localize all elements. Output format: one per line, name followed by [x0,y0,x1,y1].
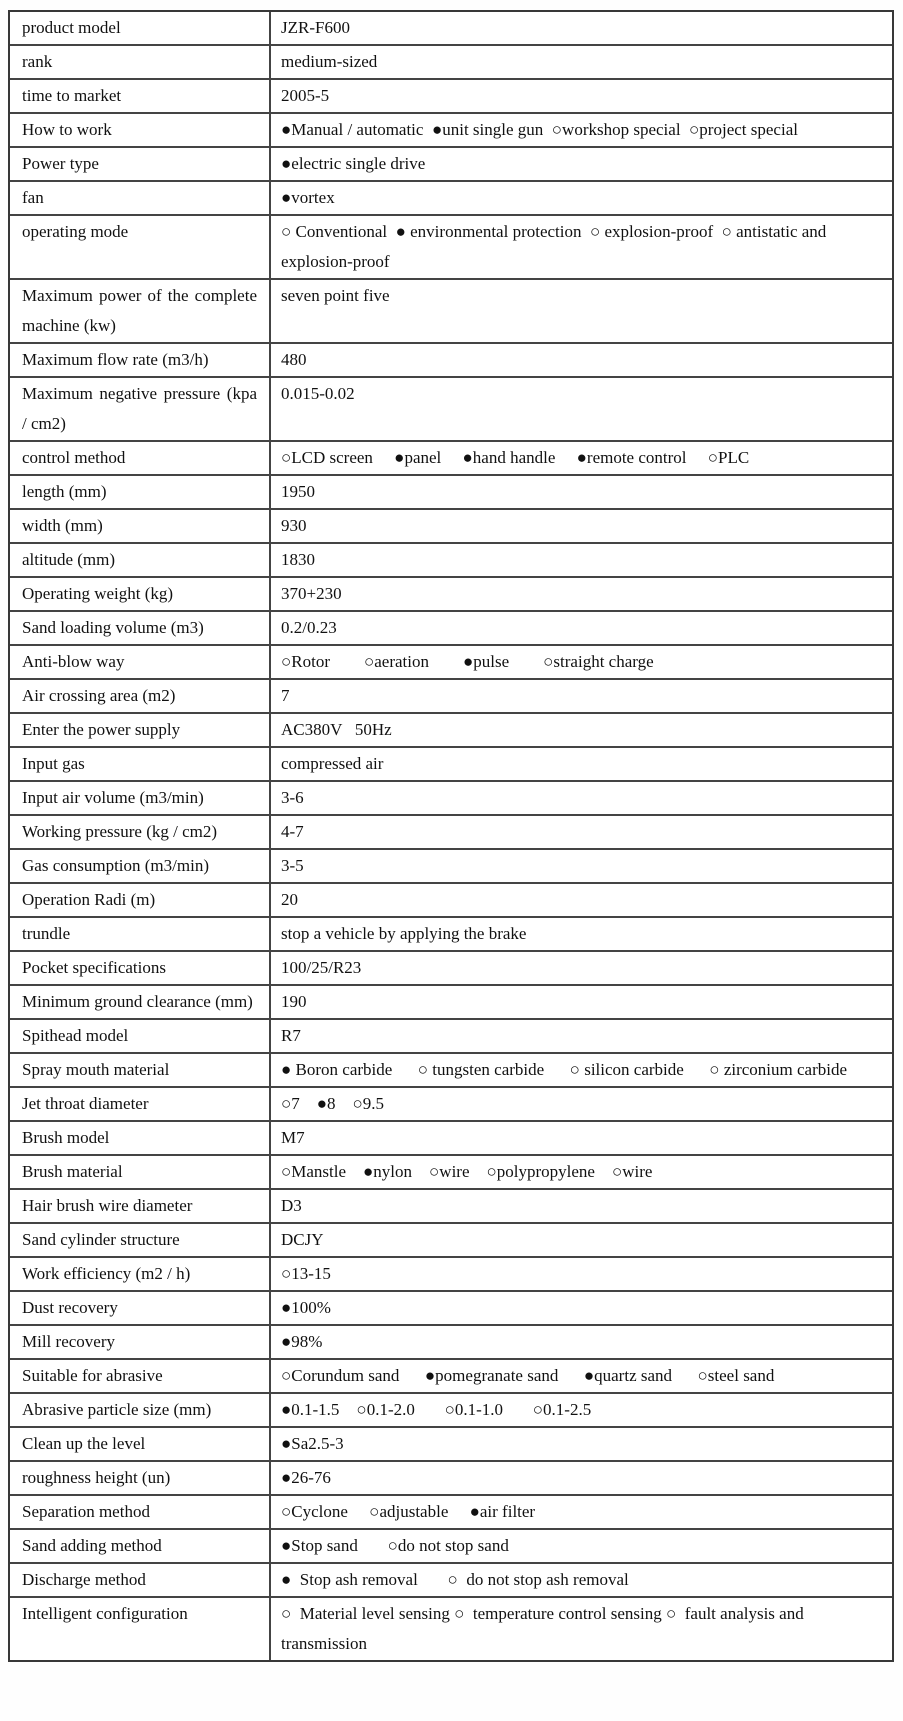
spec-value: D3 [281,1196,302,1215]
spec-label: Jet throat diameter [10,1088,271,1120]
spec-value: R7 [281,1026,301,1045]
spec-label: Sand loading volume (m3) [10,612,271,644]
table-row [10,1054,892,1088]
spec-value: 20 [281,890,298,909]
table-row [10,510,892,544]
spec-label: width (mm) [10,510,271,542]
spec-label: Maximum power of the complete machine (kw) [10,280,271,342]
spec-value: 4-7 [281,822,304,841]
spec-label: Minimum ground clearance (mm) [10,986,271,1018]
table-row [10,680,892,714]
spec-value: ○ Conventional ● environmental protection ○ explosion-proof ○ antistatic and explosion-proof [281,222,831,271]
spec-label: operating mode [10,216,271,278]
spec-value: ○Manstle ●nylon ○wire ○polypropylene ○wire [281,1162,653,1181]
product-spec-table [8,10,894,1662]
spec-label: Mill recovery [10,1326,271,1358]
spec-label: Working pressure (kg / cm2) [10,816,271,848]
spec-value: 1950 [281,482,315,501]
spec-value: ● Stop ash removal ○ do not stop ash removal [281,1570,629,1589]
table-row [10,1258,892,1292]
spec-value: JZR-F600 [281,18,350,37]
spec-value: ○LCD screen ●panel ●hand handle ●remote control ○PLC [281,448,750,467]
table-row [10,612,892,646]
table-row [10,714,892,748]
spec-label: Maximum negative pressure (kpa / cm2) [10,378,271,440]
table-row [10,918,892,952]
spec-label: Input air volume (m3/min) [10,782,271,814]
table-row [10,1224,892,1258]
spec-label: Gas consumption (m3/min) [10,850,271,882]
table-row [10,646,892,680]
spec-label: Anti-blow way [10,646,271,678]
spec-label: Operation Radi (m) [10,884,271,916]
spec-label: Enter the power supply [10,714,271,746]
spec-label: Power type [10,148,271,180]
spec-label: length (mm) [10,476,271,508]
spec-value: 100/25/R23 [281,958,362,977]
spec-label: Operating weight (kg) [10,578,271,610]
table-row [10,1564,892,1598]
spec-label: Air crossing area (m2) [10,680,271,712]
table-row [10,1156,892,1190]
table-row [10,12,892,46]
spec-label: roughness height (un) [10,1462,271,1494]
spec-label: Spithead model [10,1020,271,1052]
spec-label: Clean up the level [10,1428,271,1460]
table-row [10,1360,892,1394]
table-row [10,1530,892,1564]
spec-label: Work efficiency (m2 / h) [10,1258,271,1290]
table-row [10,1428,892,1462]
spec-value: 370+230 [281,584,342,603]
spec-label: Abrasive particle size (mm) [10,1394,271,1426]
table-row [10,1122,892,1156]
spec-value: DCJY [281,1230,324,1249]
spec-label: Spray mouth material [10,1054,271,1086]
spec-value: ● Boron carbide ○ tungsten carbide ○ silicon carbide ○ zirconium carbide [281,1060,848,1079]
spec-label: Suitable for abrasive [10,1360,271,1392]
spec-value: ●26-76 [281,1468,331,1487]
spec-value: ○Cyclone ○adjustable ●air filter [281,1502,536,1521]
table-row [10,1190,892,1224]
table-row [10,748,892,782]
spec-label: fan [10,182,271,214]
spec-label: control method [10,442,271,474]
spec-value: ○Corundum sand ●pomegranate sand ●quartz sand ○steel sand [281,1366,775,1385]
table-row [10,816,892,850]
spec-value: seven point five [281,286,390,305]
spec-value: 0.2/0.23 [281,618,337,637]
spec-label: Pocket specifications [10,952,271,984]
table-row [10,1292,892,1326]
table-row [10,46,892,80]
spec-value: ●98% [281,1332,323,1351]
spec-value: 930 [281,516,307,535]
spec-value: ○7 ●8 ○9.5 [281,1094,385,1113]
spec-value: 0.015-0.02 [281,384,355,403]
table-row [10,952,892,986]
spec-value: 2005-5 [281,86,330,105]
table-row [10,182,892,216]
spec-label: Input gas [10,748,271,780]
spec-label: altitude (mm) [10,544,271,576]
spec-value: ●vortex [281,188,335,207]
table-row [10,280,892,344]
spec-value: stop a vehicle by applying the brake [281,924,527,943]
spec-value: M7 [281,1128,305,1147]
spec-value: ●Manual / automatic ●unit single gun ○workshop special ○project special [281,120,798,139]
spec-value: ●Stop sand ○do not stop sand [281,1536,509,1555]
table-row [10,148,892,182]
table-row [10,578,892,612]
table-row [10,442,892,476]
table-row [10,884,892,918]
table-row [10,378,892,442]
spec-value: 190 [281,992,307,1011]
table-row [10,1326,892,1360]
spec-label: Hair brush wire diameter [10,1190,271,1222]
table-row [10,782,892,816]
spec-label: Brush material [10,1156,271,1188]
spec-label: Maximum flow rate (m3/h) [10,344,271,376]
table-row [10,476,892,510]
spec-value: ○Rotor ○aeration ●pulse ○straight charge [281,652,654,671]
spec-value: ●0.1-1.5 ○0.1-2.0 ○0.1-1.0 ○0.1-2.5 [281,1400,592,1419]
spec-label: Sand adding method [10,1530,271,1562]
spec-value: AC380V 50Hz [281,720,392,739]
spec-value: ○ Material level sensing ○ temperature control sensing ○ fault analysis and transmission [281,1604,808,1653]
spec-label: time to market [10,80,271,112]
spec-label: Sand cylinder structure [10,1224,271,1256]
table-row [10,80,892,114]
spec-value: ●100% [281,1298,331,1317]
spec-label: product model [10,12,271,44]
spec-label: Discharge method [10,1564,271,1596]
spec-value: medium-sized [281,52,378,71]
spec-label: How to work [10,114,271,146]
table-row [10,1088,892,1122]
table-row [10,850,892,884]
spec-label: trundle [10,918,271,950]
table-row [10,544,892,578]
table-row [10,114,892,148]
spec-label: rank [10,46,271,78]
spec-value: 480 [281,350,307,369]
table-row [10,1020,892,1054]
table-row [10,1598,892,1660]
spec-value: 1830 [281,550,315,569]
spec-value: ●Sa2.5-3 [281,1434,344,1453]
spec-value: 3-5 [281,856,304,875]
spec-value: 3-6 [281,788,304,807]
spec-value: compressed air [281,754,384,773]
table-row [10,216,892,280]
table-row [10,1394,892,1428]
table-row [10,1462,892,1496]
spec-value: 7 [281,686,290,705]
spec-label: Separation method [10,1496,271,1528]
spec-label: Brush model [10,1122,271,1154]
spec-value: ○13-15 [281,1264,331,1283]
table-row [10,344,892,378]
spec-value: ●electric single drive [281,154,426,173]
spec-label: Dust recovery [10,1292,271,1324]
table-row [10,986,892,1020]
spec-label: Intelligent configuration [10,1598,271,1660]
table-row [10,1496,892,1530]
